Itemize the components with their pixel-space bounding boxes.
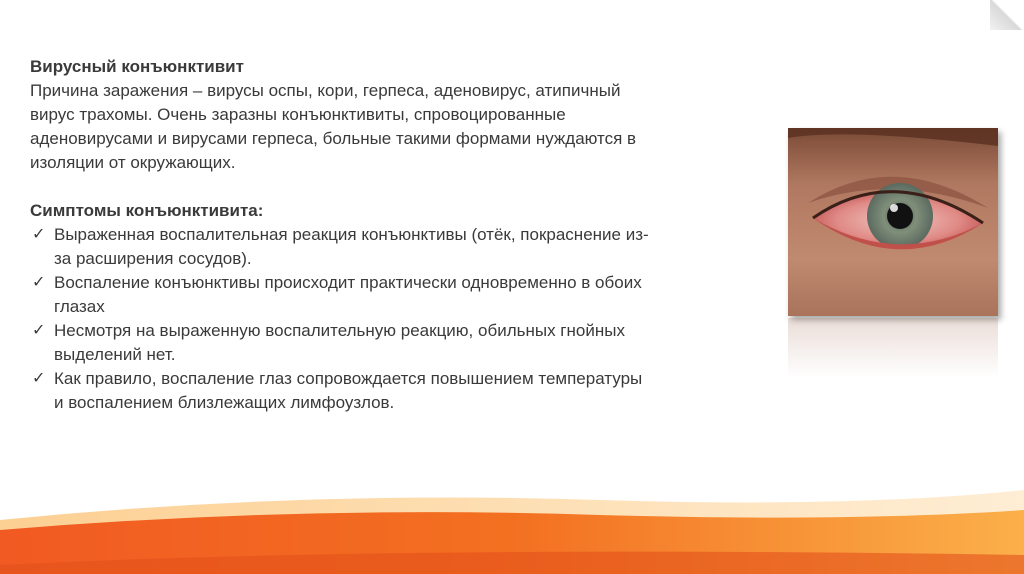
checkmark-icon: ✓ (32, 370, 46, 387)
symptom-line: выделений нет. (54, 345, 176, 364)
checkmark-icon: ✓ (32, 226, 46, 243)
symptoms-list (30, 223, 750, 415)
photo-reflection (788, 318, 998, 378)
symptom-line: глазах (54, 297, 105, 316)
slide-text (30, 55, 750, 415)
spacer (30, 175, 750, 199)
checkmark-icon: ✓ (32, 274, 46, 291)
symptom-line: Как правило, воспаление глаз сопровождается повышением температуры (54, 369, 643, 388)
conjunctivitis-eye-photo (788, 128, 998, 316)
paragraph-line: аденовирусами и вирусами герпеса, больные такими формами нуждаются в (30, 129, 637, 148)
checkmark-icon: ✓ (32, 322, 46, 339)
section-title: Вирусный конъюнктивит (30, 57, 244, 76)
symptom-line: Воспаление конъюнктивы происходит практически одновременно в обоих (54, 273, 642, 292)
symptom-line: Несмотря на выраженную воспалительную реакцию, обильных гнойных (54, 321, 625, 340)
list-item (30, 271, 750, 319)
list-item (30, 223, 750, 271)
symptom-line: и воспалением близлежащих лимфоузлов. (54, 393, 395, 412)
list-item (30, 319, 750, 367)
symptom-line: Выраженная воспалительная реакция конъюнктивы (отёк, покраснение из- (54, 225, 649, 244)
eye-illustration (788, 128, 998, 316)
symptom-line: за расширения сосудов). (54, 249, 252, 268)
paragraph-line: вирус трахомы. Очень заразны конъюнктивиты, спровоцированные (30, 105, 566, 124)
cause-paragraph (30, 79, 750, 175)
page-curl-decoration (990, 0, 1024, 30)
paragraph-line: изоляции от окружающих. (30, 153, 236, 172)
symptoms-heading: Симптомы конъюнктивита: (30, 201, 264, 220)
list-item (30, 367, 750, 415)
paragraph-line: Причина заражения – вирусы оспы, кори, герпеса, аденовирус, атипичный (30, 81, 621, 100)
orange-wave-decoration (0, 470, 1024, 574)
